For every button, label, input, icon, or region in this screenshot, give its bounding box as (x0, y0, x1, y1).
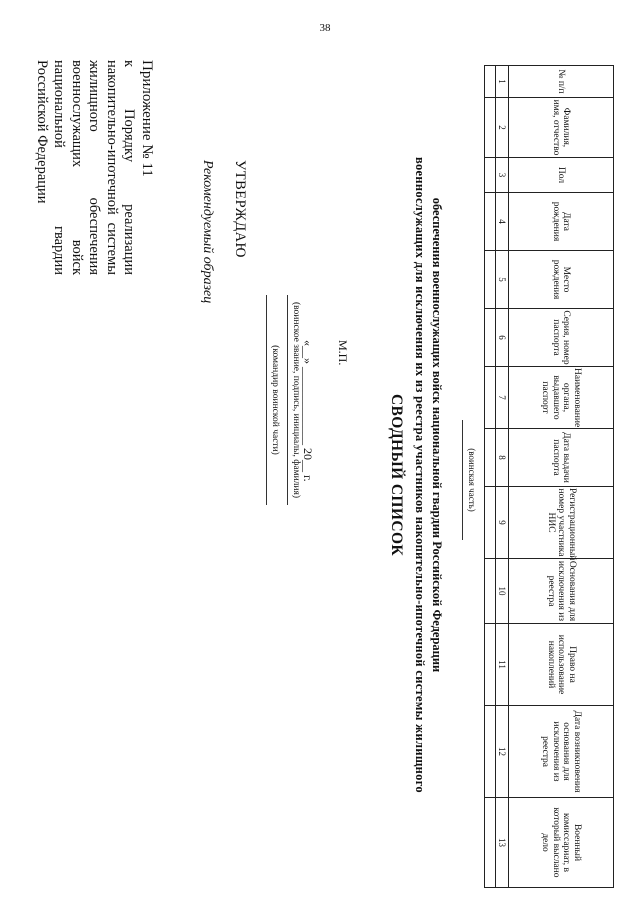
header-cell: Основания для исключения из реестра (508, 559, 613, 624)
rank-signature-note: (воинское звание, подпись, инициалы, фамилия) (291, 301, 301, 499)
header-cell: Фамилия, имя, отчество (508, 98, 613, 158)
header-cell: Серия, номер паспорта (508, 309, 613, 367)
empty-cell (485, 367, 496, 429)
header-cell: Дата рождения (508, 193, 613, 251)
column-number: 1 (496, 66, 508, 98)
empty-cell (485, 487, 496, 559)
empty-cell (485, 98, 496, 158)
column-number: 5 (496, 251, 508, 309)
column-number: 6 (496, 309, 508, 367)
military-unit-note: (воинская часть) (467, 448, 477, 512)
approval-heading: УТВЕРЖДАЮ (232, 160, 248, 258)
column-number: 9 (496, 487, 508, 559)
column-number: 13 (496, 798, 508, 888)
header-cell: Регистрационный номер участника НИС (508, 487, 613, 559)
header-cell: Военный комиссариат, в который выслано дело (508, 798, 613, 888)
empty-cell (485, 706, 496, 798)
table-empty-row (485, 66, 496, 888)
column-number: 10 (496, 559, 508, 624)
commander-note: (командир воинской части) (270, 345, 280, 455)
column-number: 12 (496, 706, 508, 798)
header-cell: Дата выдачи паспорта (508, 429, 613, 487)
page-number: 38 (319, 22, 331, 34)
header-cell: № п/п (508, 66, 613, 98)
document-title: СВОДНЫЙ СПИСОК (388, 393, 405, 557)
annex-body: к Порядку реализации накопительно-ипотечной системы жилищного обеспечения военнослужащих войск национальной гвардии Российской Федерации (34, 60, 138, 275)
header-cell: Дата возникновения основания для исключения из реестра (508, 706, 613, 798)
signature-line-2 (287, 295, 288, 505)
seal-mark: М.П. (336, 340, 350, 366)
signature-line-1 (266, 295, 267, 505)
empty-cell (485, 624, 496, 706)
empty-cell (485, 66, 496, 98)
header-cell: Наименование органа, выдавшего паспорт (508, 367, 613, 429)
date-line: «__» _____________ 20__ г. (301, 340, 315, 482)
document-subtitle-2: обеспечения военнослужащих войск национальной гвардии Российской Федерации (430, 197, 444, 673)
sample-label: Рекомендуемый образец (200, 160, 215, 304)
column-number: 8 (496, 429, 508, 487)
empty-cell (485, 559, 496, 624)
header-cell: Пол (508, 158, 613, 193)
table-number-row (496, 66, 508, 888)
empty-cell (485, 158, 496, 193)
table-header-row (508, 66, 613, 888)
column-number: 4 (496, 193, 508, 251)
rotated-sheet (34, 40, 640, 910)
empty-cell (485, 309, 496, 367)
empty-cell (485, 798, 496, 888)
header-cell: Место рождения (508, 251, 613, 309)
empty-cell (485, 251, 496, 309)
document-subtitle-1: военнослужащих для исключения их из реестра участников накопительно-ипотечной системы жилищного (413, 157, 427, 793)
column-number: 3 (496, 158, 508, 193)
column-number: 2 (496, 98, 508, 158)
annex-title: Приложение № 11 (139, 60, 155, 177)
header-cell: Право на использование накоплений (508, 624, 613, 706)
empty-cell (485, 429, 496, 487)
column-number: 7 (496, 367, 508, 429)
empty-cell (485, 193, 496, 251)
column-number: 11 (496, 624, 508, 706)
registry-table (484, 65, 614, 888)
military-unit-line (462, 420, 463, 540)
annex-block (33, 60, 156, 275)
